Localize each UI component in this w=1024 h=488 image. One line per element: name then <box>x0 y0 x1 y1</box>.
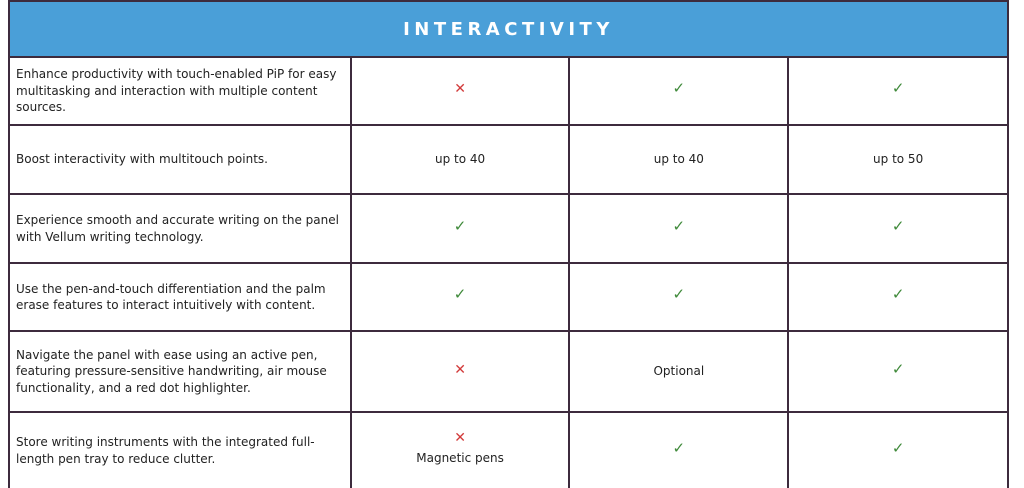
feature-description: Navigate the panel with ease using an active pen, featuring pressure-sensitive handwriting, air mouse functionality, and a red dot highlighter. <box>10 332 352 411</box>
table-row <box>10 58 1007 126</box>
table-row <box>10 413 1007 488</box>
table-row <box>10 195 1007 264</box>
value-cell <box>789 264 1007 330</box>
value-note: Magnetic pens <box>416 451 504 466</box>
value-cell <box>352 332 571 411</box>
table-row <box>10 126 1007 195</box>
check-icon: ✓ <box>891 438 905 457</box>
x-icon: ✕ <box>454 430 466 447</box>
feature-description: Enhance productivity with touch-enabled PiP for easy multitasking and interaction with multiple content sources. <box>10 58 352 124</box>
value-text: up to 50 <box>873 152 924 167</box>
x-icon: ✕ <box>454 81 466 97</box>
value-text: up to 40 <box>434 152 486 167</box>
feature-description: Use the pen-and-touch differentiation and the palm erase features to interact intuitively with content. <box>10 264 352 330</box>
check-icon: ✓ <box>672 216 686 235</box>
value-text: Optional <box>653 364 705 379</box>
value-cell <box>789 332 1007 411</box>
value-cell <box>789 58 1007 124</box>
value-cell <box>570 413 789 488</box>
check-icon: ✓ <box>672 79 686 97</box>
check-icon: ✓ <box>891 216 905 235</box>
value-cell <box>352 126 571 193</box>
check-icon: ✓ <box>891 359 905 378</box>
comparison-table <box>8 0 1009 488</box>
check-icon: ✓ <box>891 79 905 97</box>
check-icon: ✓ <box>453 285 467 303</box>
feature-description: Store writing instruments with the integrated full-length pen tray to reduce clutter. <box>10 413 352 488</box>
table-row <box>10 264 1007 332</box>
value-cell <box>352 58 571 124</box>
value-cell <box>352 413 571 488</box>
check-icon: ✓ <box>891 285 905 303</box>
feature-description: Experience smooth and accurate writing on the panel with Vellum writing technology. <box>10 195 352 262</box>
value-text: up to 40 <box>653 152 704 167</box>
table-row <box>10 332 1007 413</box>
check-icon: ✓ <box>672 438 686 457</box>
value-cell <box>789 413 1007 488</box>
value-cell <box>789 195 1007 262</box>
value-cell <box>789 126 1007 193</box>
value-cell <box>570 126 789 193</box>
value-cell <box>570 264 789 330</box>
table-header <box>10 2 1007 58</box>
feature-description: Boost interactivity with multitouch points. <box>10 126 352 193</box>
value-cell <box>570 195 789 262</box>
value-cell <box>352 195 571 262</box>
section-title: INTERACTIVITY <box>403 18 614 40</box>
x-icon: ✕ <box>454 361 466 378</box>
value-cell <box>352 264 571 330</box>
check-icon: ✓ <box>453 216 467 235</box>
value-cell <box>570 58 789 124</box>
value-cell <box>570 332 789 411</box>
check-icon: ✓ <box>672 285 686 303</box>
